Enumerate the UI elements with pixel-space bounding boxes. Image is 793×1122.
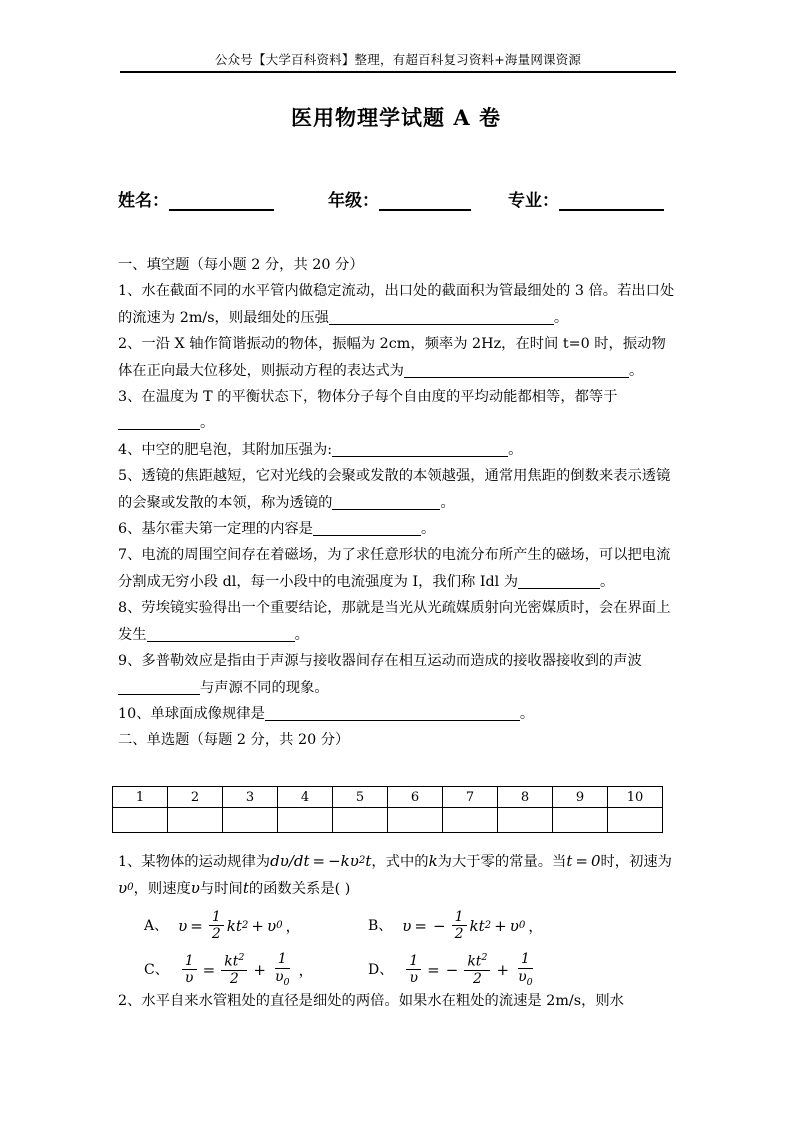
option-c-formula: $\frac{1}{\upsilon}$ = $\frac{kt^2}{2}$ + $\frac{1}{\upsilon_0}$ ，: [179, 952, 317, 987]
choice-q1-v: υ: [190, 879, 200, 898]
table-row-numbers: [113, 787, 663, 808]
question-5-tail: 。: [440, 494, 455, 511]
option-b-tag: B、: [368, 917, 393, 934]
question-5-blank[interactable]: [332, 494, 440, 510]
answer-cell[interactable]: [223, 808, 278, 833]
choice-q1-text-2: ，式中的: [371, 854, 429, 870]
answer-col-number: 1: [113, 787, 168, 808]
question-6-number: 6、: [118, 521, 142, 538]
answer-col-number: 2: [168, 787, 223, 808]
question-6-blank[interactable]: [313, 520, 421, 536]
option-a-tag: A、: [144, 917, 169, 934]
answer-col-number: 4: [278, 787, 333, 808]
choice-question-1-stem: [118, 848, 678, 903]
choice-q1-text-3: 为大于零的常量。当: [437, 854, 567, 870]
answer-col-number: 3: [223, 787, 278, 808]
answer-table: [112, 786, 663, 833]
choice-q1-k: k: [428, 852, 438, 870]
choice-q1-t0: t = 0: [566, 852, 601, 870]
choice-q1-number: 1、: [118, 854, 142, 870]
answer-cell[interactable]: [553, 808, 608, 833]
question-5: [118, 463, 676, 516]
question-10: [118, 701, 676, 727]
name-field[interactable]: [118, 186, 274, 211]
header-divider: [120, 71, 676, 73]
option-d[interactable]: [368, 949, 539, 991]
question-4-blank[interactable]: [332, 441, 508, 457]
question-7-text: 电流的周围空间存在着磁场，为了求任意形状的电流分布所产生的磁场，可以把电流分割成无穷小段 dl，每一小段中的电流强度为 I，我们称 Idl 为: [118, 547, 671, 590]
answer-cell[interactable]: [333, 808, 388, 833]
answer-cell[interactable]: [608, 808, 663, 833]
question-4: [118, 437, 676, 463]
table-row-answers: [113, 808, 663, 833]
choice-q1-text-6: 与时间: [199, 881, 243, 898]
section-heading-fill: 一、填空题（每小题 2 分，共 20 分）: [118, 257, 364, 273]
identity-row: [118, 186, 678, 216]
question-4-tail: 。: [508, 441, 523, 458]
question-9-tail: 与声源不同的现象。: [200, 679, 329, 696]
question-1-text: 水在截面不同的水平管内做稳定流动，出口处的截面积为管最细处的 3 倍。若出口处的流速为 2m/s，则最细处的压强: [118, 283, 675, 326]
question-1-blank[interactable]: [329, 309, 554, 325]
option-c[interactable]: [144, 949, 317, 991]
choice-q1-options-row-1: [118, 905, 678, 947]
choice-q1-text-7: 的函数关系是( ): [248, 881, 351, 898]
question-3-number: 3、: [118, 389, 142, 406]
question-3-text: 在温度为 T 的平衡状态下，物体分子每个自由度的平均动能都相等，都等于: [141, 389, 618, 406]
choice-q2-number: 2、: [118, 993, 142, 1009]
choice-q1-text-5: ，则速度: [133, 881, 191, 898]
question-9-number: 9、: [118, 653, 142, 670]
question-5-text: 透镜的焦距越短，它对光线的会聚或发散的本领越强，通常用焦距的倒数来表示透镜的会聚或发散的本领，称为透镜的: [118, 468, 671, 511]
choice-question-2: [118, 988, 678, 1014]
choice-q1-options-row-2: [118, 949, 678, 991]
answer-grid: [112, 786, 663, 833]
question-9-blank[interactable]: [118, 679, 200, 695]
question-2-tail: 。: [628, 362, 644, 379]
answer-col-number: 7: [443, 787, 498, 808]
answer-col-number: 10: [608, 787, 663, 808]
choice-q1-t: t: [242, 879, 249, 898]
option-d-tag: D、: [368, 961, 394, 978]
answer-cell[interactable]: [443, 808, 498, 833]
option-b-formula: υ = − $\frac{1}{2}$ kt 2 + υ 0 ，: [402, 908, 544, 943]
question-1-tail: 。: [553, 309, 569, 326]
question-8: [118, 595, 676, 648]
answer-col-number: 6: [388, 787, 443, 808]
answer-col-number: 5: [333, 787, 388, 808]
answer-col-number: 9: [553, 787, 608, 808]
question-7-number: 7、: [118, 547, 142, 564]
answer-cell[interactable]: [388, 808, 443, 833]
page-title: 医用物理学试题 A 卷: [291, 105, 501, 130]
grade-input-blank[interactable]: [379, 192, 471, 211]
grade-field[interactable]: [328, 186, 471, 211]
question-9: [118, 648, 676, 701]
option-d-formula: $\frac{1}{\upsilon}$ = − $\frac{kt^2}{2}$ + $\frac{1}{\upsilon_0}$: [403, 952, 538, 987]
question-10-text: 单球面成像规律是: [150, 705, 265, 722]
fill-in-blank-section: [118, 252, 676, 754]
answer-cell[interactable]: [113, 808, 168, 833]
question-2-text: 一沿 X 轴作简谐振动的物体，振幅为 2cm，频率为 2Hz，在时间 t=0 时，振动物体在正向最大位移处，则振动方程的表达式为: [118, 336, 666, 379]
question-8-number: 8、: [118, 600, 142, 617]
option-b[interactable]: [368, 905, 546, 947]
option-a-formula: υ = $\frac{1}{2}$ kt 2 + υ 0 ，: [178, 908, 301, 943]
question-3-tail: 。: [200, 415, 215, 432]
question-2-blank[interactable]: [404, 362, 629, 378]
question-5-number: 5、: [118, 468, 142, 485]
major-label: 专业：: [508, 191, 559, 211]
question-6-text: 基尔霍夫第一定理的内容是: [141, 521, 313, 538]
question-10-blank[interactable]: [265, 705, 520, 721]
choice-question-1: [118, 848, 678, 991]
question-4-number: 4、: [118, 441, 142, 458]
question-2: [118, 331, 676, 384]
choice-q1-text-4: 时，初速为: [600, 854, 672, 870]
question-7: [118, 542, 676, 595]
question-10-tail: 。: [519, 705, 535, 722]
major-field[interactable]: [508, 186, 664, 211]
option-a[interactable]: [144, 905, 304, 947]
question-7-tail: 。: [600, 573, 615, 590]
answer-cell[interactable]: [498, 808, 553, 833]
grade-label: 年级：: [328, 191, 379, 211]
answer-cell[interactable]: [278, 808, 333, 833]
question-7-blank[interactable]: [518, 573, 600, 589]
question-3-blank[interactable]: [118, 414, 200, 430]
question-6-tail: 。: [420, 521, 436, 538]
question-1: [118, 278, 676, 331]
question-8-tail: 。: [294, 626, 309, 643]
choice-q1-v0: υ 0: [118, 879, 134, 898]
answer-col-number: 8: [498, 787, 553, 808]
question-3: [118, 384, 676, 437]
choice-q1-formula: d υ /d t = − k υ 2 t: [270, 852, 372, 870]
question-9-text: 多普勒效应是指由于声源与接收器间存在相互运动而造成的接收器接收到的声波: [141, 653, 642, 670]
section-heading-choice: 二、单选题（每题 2 分，共 20 分）: [118, 732, 350, 749]
choice-q1-text-1: 某物体的运动规律为: [141, 854, 271, 870]
header-note: 公众号【大学百科资料】整理，有超百科复习资料+海量网课资源: [214, 52, 582, 67]
question-10-number: 10、: [118, 705, 151, 722]
question-8-blank[interactable]: [147, 626, 295, 642]
name-input-blank[interactable]: [169, 192, 274, 211]
major-input-blank[interactable]: [559, 192, 664, 211]
question-1-number: 1、: [118, 283, 142, 300]
question-2-number: 2、: [118, 336, 142, 353]
choice-q2-text: 水平自来水管粗处的直径是细处的两倍。如果水在粗处的流速是 2m/s，则水: [141, 993, 624, 1009]
option-c-tag: C、: [144, 961, 169, 978]
answer-cell[interactable]: [168, 808, 223, 833]
question-6: [118, 516, 676, 542]
question-4-text: 中空的肥皂泡，其附加压强为:: [141, 441, 333, 458]
question-8-text: 劳埃镜实验得出一个重要结论，那就是当光从光疏媒质射向光密媒质时，会在界面上发生: [118, 600, 671, 643]
name-label: 姓名：: [118, 191, 169, 211]
